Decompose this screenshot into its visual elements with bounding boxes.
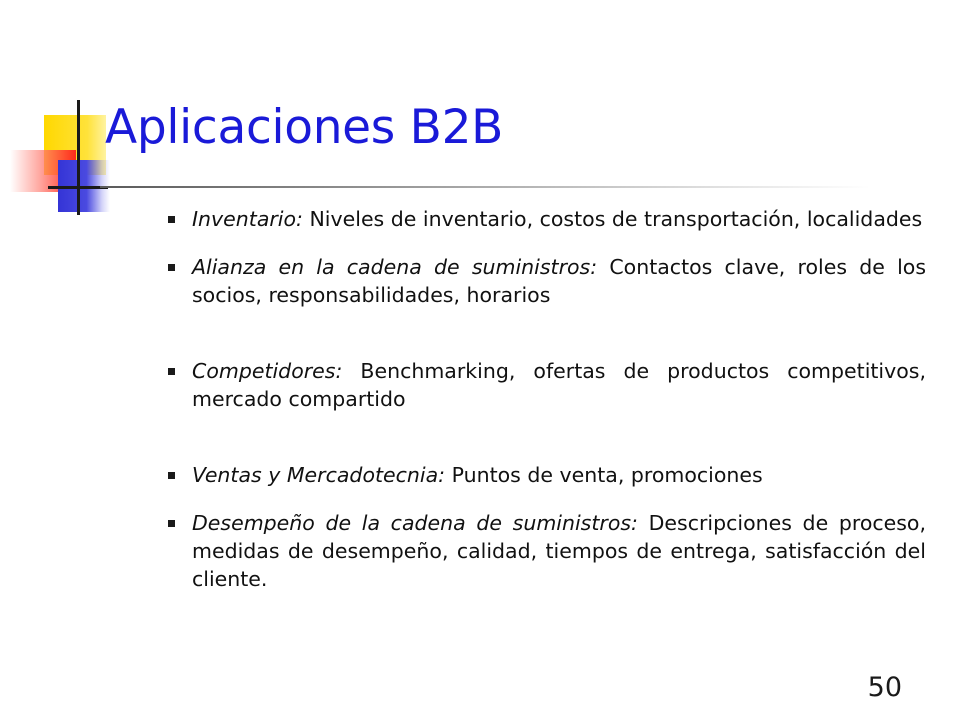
bullet-item [166,461,926,489]
square-bullet-icon [168,368,175,375]
square-bullet-icon [168,216,175,223]
square-bullet-icon [168,472,175,479]
square-bullet-icon [168,264,175,271]
logo-horizontal-line [48,186,108,189]
bullet-term: Ventas y Mercadotecnia: [192,463,446,487]
page-number: 50 [867,672,902,703]
bullet-list [166,205,926,593]
title-underline-rule [100,186,870,188]
bullet-term: Competidores: [192,359,343,383]
bullet-text: Niveles de inventario, costos de transportación, localidades [302,207,923,231]
bullet-text: Puntos de venta, promociones [445,463,763,487]
bullet-term: Alianza en la cadena de suministros: [192,255,598,279]
bullet-item [166,509,926,593]
bullet-item [166,357,926,413]
logo-vertical-line [77,100,80,215]
square-bullet-icon [168,520,175,527]
bullet-item [166,253,926,309]
bullet-text: Contactos clave, roles de los socios, responsabilidades, horarios [192,255,926,307]
bullet-term: Inventario: [192,207,303,231]
slide-title: Aplicaciones B2B [105,100,504,155]
bullet-text: Descripciones de proceso, medidas de desempeño, calidad, tiempos de entrega, satisfacción del cliente. [192,511,926,591]
bullet-term: Desempeño de la cadena de suministros: [192,511,638,535]
bullet-text: Benchmarking, ofertas de productos competitivos, mercado compartido [192,359,926,411]
bullet-item [166,205,926,233]
